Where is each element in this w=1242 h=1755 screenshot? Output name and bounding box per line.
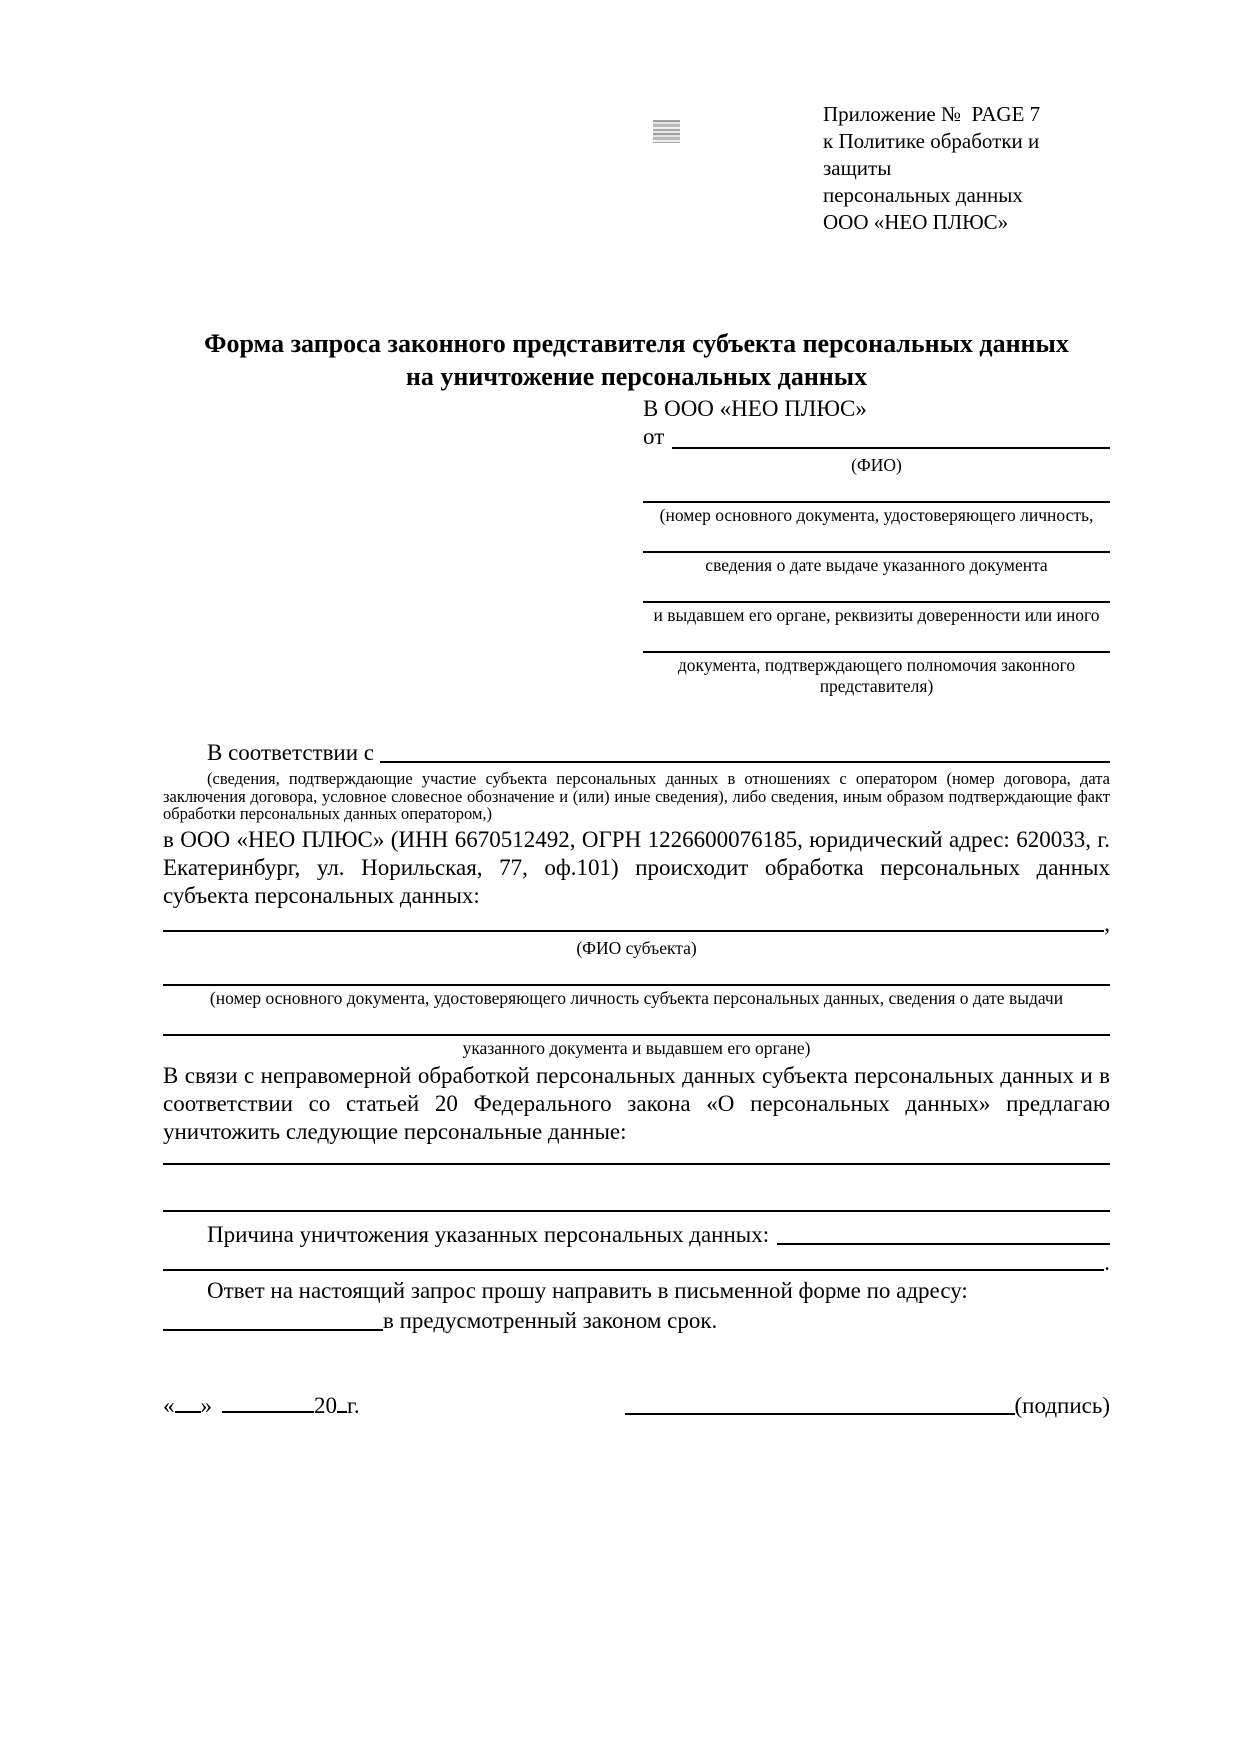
accordance-label: В соответствии с: [207, 740, 375, 765]
addressee-organization: В ООО «НЕО ПЛЮС»: [643, 396, 867, 421]
destroy-data-blank-line-1: [163, 1163, 1110, 1165]
reason-line-period: .: [1104, 1249, 1110, 1275]
signature-blank-line: [625, 1392, 1015, 1415]
policy-subject-line: персональных данных: [823, 183, 1023, 207]
subject-fio-row: [163, 910, 1110, 936]
date-year-blank: [337, 1393, 347, 1413]
subject-doc-caption-2: указанного документа и выдавшем его органе): [462, 1037, 811, 1058]
accordance-blank-line: [380, 739, 1110, 763]
representative-fio-blank-line: [672, 423, 1110, 449]
destroy-paragraph: В связи с неправомерной обработкой персональных данных субъекта персональных данных и в соответствии со статьей 20 Федерального закона «О персональных данных» предлагаю уничтожить следующие персональные данные:: [163, 1062, 1110, 1144]
signature-footer: [163, 1392, 1110, 1420]
reason-label: Причина уничтожения указанных персональных данных:: [207, 1221, 770, 1247]
date-year-suffix: г.: [347, 1392, 360, 1418]
subject-fio-blank-line: [163, 910, 1104, 932]
from-label: от: [643, 424, 665, 449]
date-month-blank: [222, 1393, 314, 1413]
accordance-note: (сведения, подтверждающие участие субъекта персональных данных в отношениях с оператором (номер договора, дата заключения договора, условное словесное обозначение и (или) иные сведения), либо сведения, иным образом подтверждающие факт обработки персональных данных оператором,): [163, 769, 1110, 823]
date-year-prefix: 20: [314, 1392, 337, 1418]
reason-row: [163, 1221, 1110, 1249]
document-content: [163, 0, 1110, 1420]
signature-caption: (подпись): [1014, 1392, 1110, 1418]
date-quote-close: »: [200, 1392, 212, 1418]
addressee-block: [643, 395, 1110, 697]
date-day-blank: [175, 1393, 201, 1413]
subject-fio-caption: (ФИО субъекта): [576, 937, 697, 958]
date-field: [163, 1392, 360, 1420]
appendix-number-line: Приложение № PAGE 7: [823, 102, 1041, 126]
title-line-1: Форма запроса законного представителя субъекта персональных данных: [204, 329, 1069, 358]
doc-caption-2: сведения о дате выдаче указанного документа: [705, 555, 1048, 575]
subject-doc-caption-1: (номер основного документа, удостоверяющего личность субъекта персональных данных, сведения о дате выдачи: [209, 987, 1064, 1008]
reason-blank-line: [777, 1221, 1110, 1245]
doc-caption-1: (номер основного документа, удостоверяющего личность,: [659, 505, 1094, 525]
date-quote-open: «: [163, 1392, 175, 1418]
from-row: [643, 423, 1110, 453]
answer-address-row: [163, 1307, 1110, 1335]
doc-caption-3: и выдавшем его органе, реквизиты доверенности или иного: [653, 605, 1100, 625]
accordance-row: [163, 739, 1110, 767]
operator-paragraph: в ООО «НЕО ПЛЮС» (ИНН 6670512492, ОГРН 1226600076185, юридический адрес: 620033, г. Екатеринбург, ул. Норильская, 77, оф.101) происходит обработка персональных данных субъекта персональных данных:: [163, 826, 1110, 908]
signature-field: [625, 1392, 1110, 1420]
fio-caption: (ФИО): [851, 455, 902, 475]
answer-address-blank-line: [163, 1307, 383, 1331]
document-title: [163, 327, 1110, 393]
reason-continuation-row: [163, 1249, 1110, 1275]
subject-line-comma: ,: [1104, 910, 1110, 936]
reason-continuation-blank-line: [163, 1249, 1104, 1271]
answer-line: Ответ на настоящий запрос прошу направить в письменной форме по адресу:: [207, 1277, 968, 1303]
term-suffix: в предусмотренный законом срок.: [383, 1307, 718, 1333]
company-name-line: ООО «НЕО ПЛЮС»: [823, 210, 1009, 234]
title-line-2: на уничтожение персональных данных: [405, 362, 868, 391]
appendix-header: [823, 0, 1110, 236]
destroy-data-blank-line-2: [163, 1210, 1110, 1212]
policy-reference-line: к Политике обработки и защиты: [823, 129, 1045, 180]
doc-caption-4: документа, подтверждающего полномочия законного представителя): [677, 655, 1076, 696]
